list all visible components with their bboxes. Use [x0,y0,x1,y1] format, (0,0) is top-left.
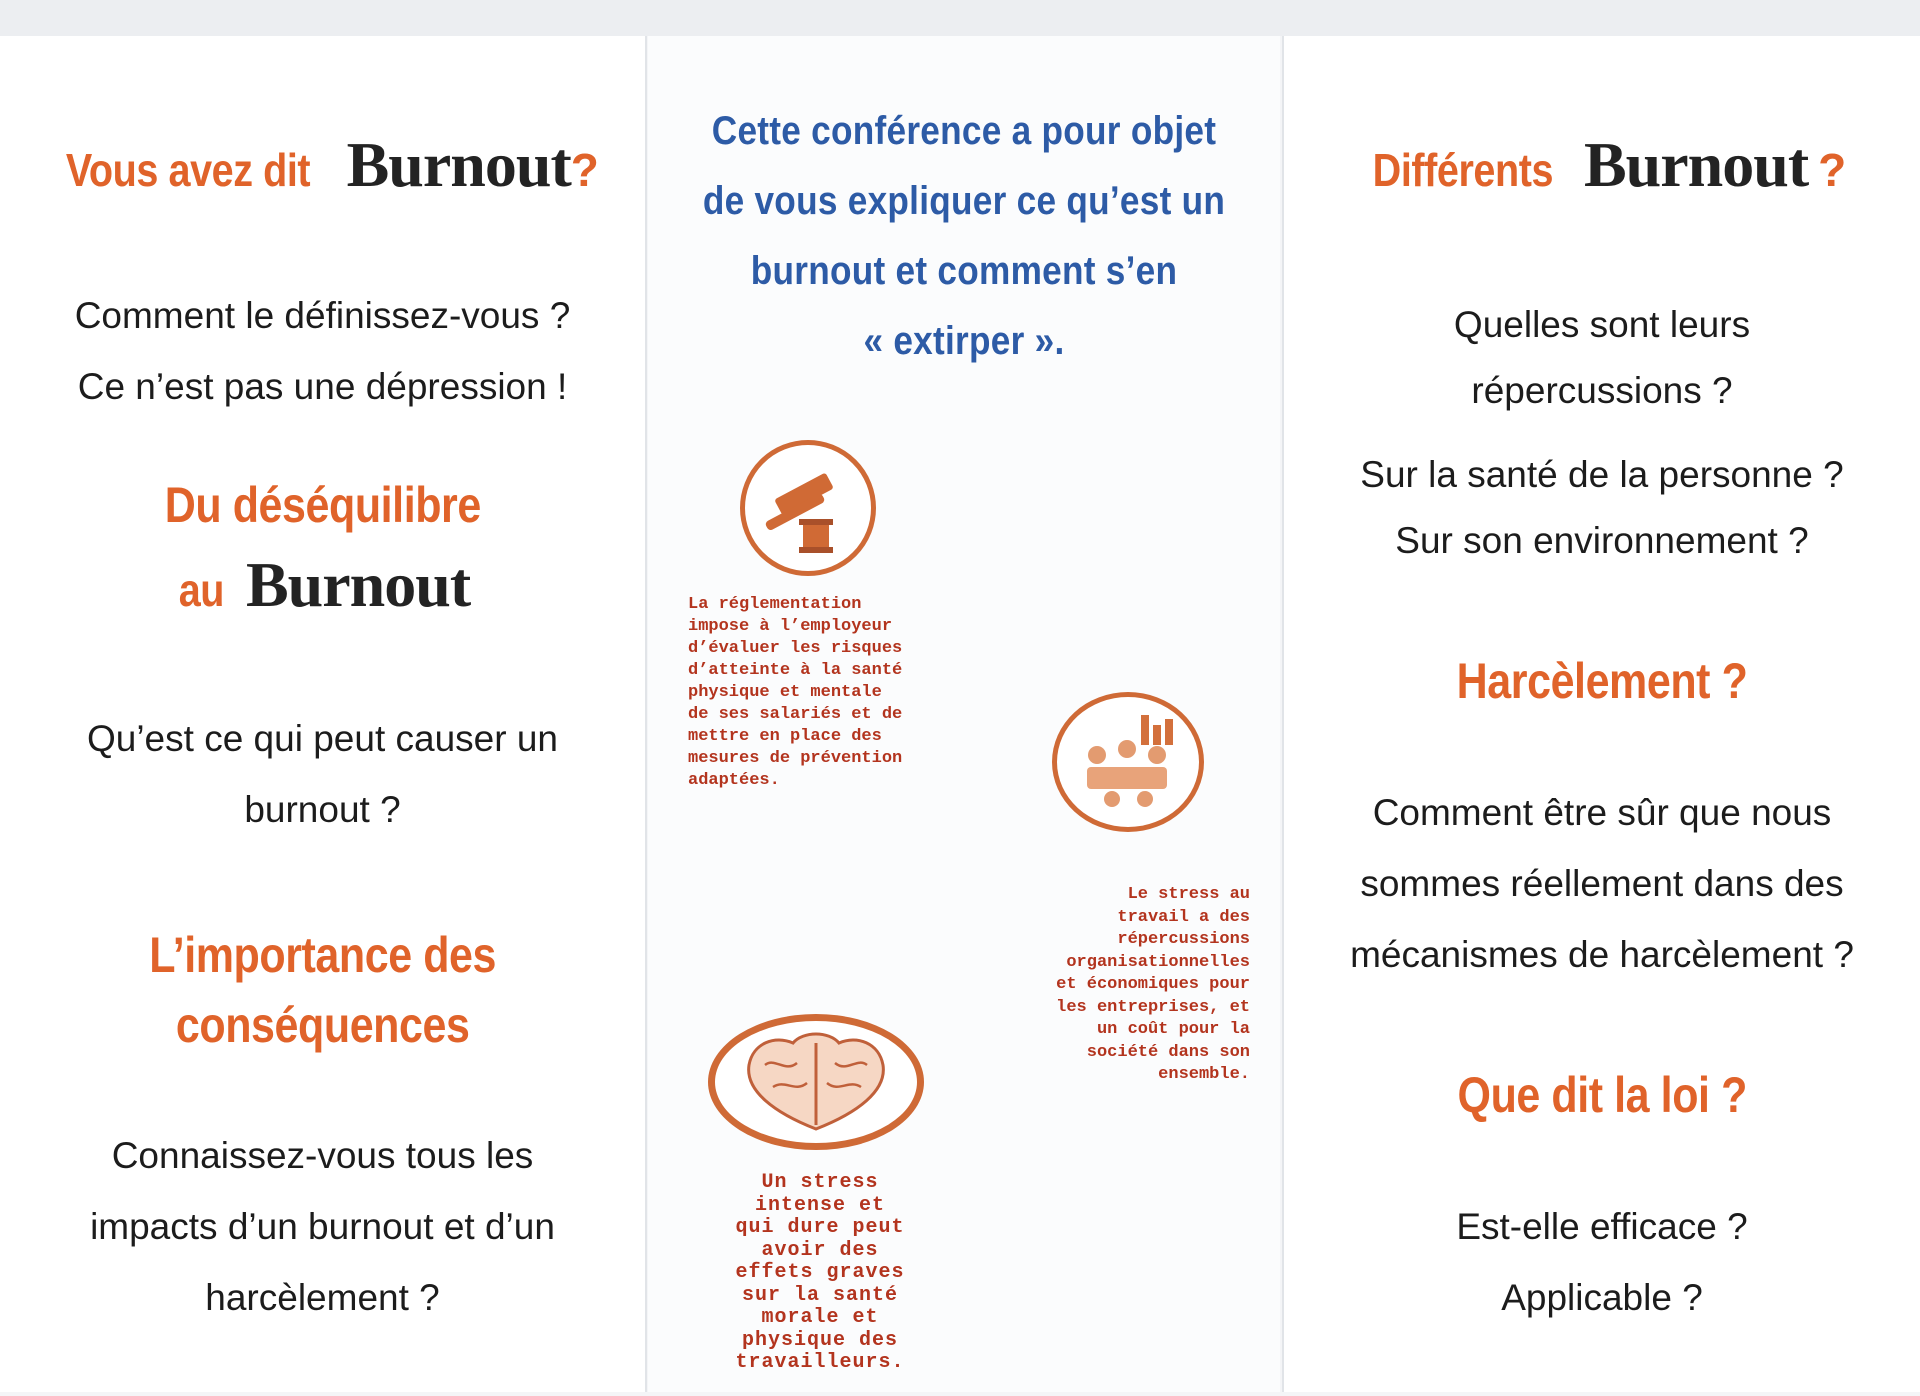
left-text-1a: Comment le définissez-vous ? [74,295,571,336]
left-heading-1-prefix: Vous avez dit [65,144,311,196]
text-line: impose à l’employeur [688,617,893,636]
text-line: d’atteinte à la santé [688,661,903,680]
left-heading-3b [0,996,645,1054]
text-line: mettre en place des [688,727,882,746]
text-line: Un stress [761,1171,879,1194]
text-block-3 [688,1172,952,1375]
panel-middle [648,36,1280,1392]
left-heading-2a [0,476,645,534]
left-heading-2b-prefix: au [178,564,224,616]
right-heading-3-text: Que dit la loi ? [1457,1067,1747,1123]
left-text-3b: impacts d’un burnout et d’un [90,1206,555,1247]
right-heading-3 [1284,1066,1920,1124]
text-line: société dans son [1086,1042,1250,1062]
text-line: travail a des [1117,907,1250,927]
right-heading-1-qmark: ? [1818,144,1847,196]
text-line: répercussions [1117,930,1250,949]
text-line: Le stress au [1127,885,1250,904]
left-text-2b: burnout ? [244,789,401,830]
text-line: La réglementation [688,595,862,614]
text-line: ensemble. [1158,1065,1250,1084]
burnout-logo: Burnout [346,129,571,200]
text-line: intense et [754,1193,886,1217]
text-line: et économiques pour [1056,975,1250,994]
right-text-3b: Applicable ? [1501,1277,1703,1318]
text-line: organisationnelles [1066,952,1250,972]
meeting-icon [1052,692,1204,832]
gavel-icon [740,440,876,576]
fold-line [645,36,647,1392]
brain-icon [708,1014,924,1150]
intro-block [648,96,1280,376]
intro-line: Cette conférence a pour objet [711,109,1217,153]
text-line: effets graves [735,1261,905,1284]
text-line: morale et [761,1306,879,1329]
panel-right [1284,36,1920,1392]
text-line: qui dure peut [735,1216,905,1239]
right-text-1b: répercussions ? [1471,370,1733,411]
right-text-1a: Quelles sont leurs [1453,304,1751,345]
left-heading-2b [0,548,645,622]
right-heading-1 [1284,128,1920,202]
left-text-3a: Connaissez-vous tous les [111,1135,534,1176]
left-heading-3a [0,926,645,984]
text-block-1 [688,594,902,792]
text-line: sur la santé [741,1283,899,1307]
intro-line: « extirper ». [863,319,1065,363]
left-heading-2a-text: Du déséquilibre [164,477,481,533]
text-block-2 [1056,884,1250,1087]
burnout-logo: Burnout [1583,129,1809,200]
left-heading-3b-text: conséquences [175,997,470,1053]
right-text-2b: sommes réellement dans des [1360,863,1844,904]
text-line: un coût pour la [1096,1020,1250,1039]
left-text-2a: Qu’est ce qui peut causer un [86,718,558,759]
text-line: d’évaluer les risques [688,639,903,658]
burnout-logo: Burnout [245,549,471,620]
right-text-1c: Sur la santé de la personne ? [1360,454,1844,495]
right-text-2a: Comment être sûr que nous [1372,792,1832,833]
scan-top-strip [0,0,1920,36]
right-text-3a: Est-elle efficace ? [1456,1206,1748,1247]
right-text-1d: Sur son environnement ? [1395,520,1809,561]
right-heading-2 [1284,652,1920,710]
text-line: physique et mentale [688,683,882,702]
right-heading-2-text: Harcèlement ? [1456,653,1748,709]
left-heading-1-qmark: ? [570,144,599,196]
text-line: avoir des [761,1238,879,1262]
text-line: travailleurs. [735,1351,905,1374]
panel-left [0,36,645,1392]
text-line: physique des [741,1328,899,1352]
left-text-3c: harcèlement ? [205,1277,440,1318]
right-text-2c: mécanismes de harcèlement ? [1350,934,1854,975]
text-line: mesures de prévention [688,749,903,768]
text-line: adaptées. [688,771,780,790]
left-text-1b: Ce n’est pas une dépression ! [77,366,568,407]
left-heading-3a-text: L’importance des [149,927,496,983]
intro-line: de vous expliquer ce qu’est un [702,179,1226,223]
left-heading-1 [0,128,645,202]
text-line: de ses salariés et de [688,705,903,724]
intro-line: burnout et comment s’en [750,249,1178,293]
right-heading-1-prefix: Différents [1372,144,1553,196]
text-line: les entreprises, et [1056,997,1250,1017]
